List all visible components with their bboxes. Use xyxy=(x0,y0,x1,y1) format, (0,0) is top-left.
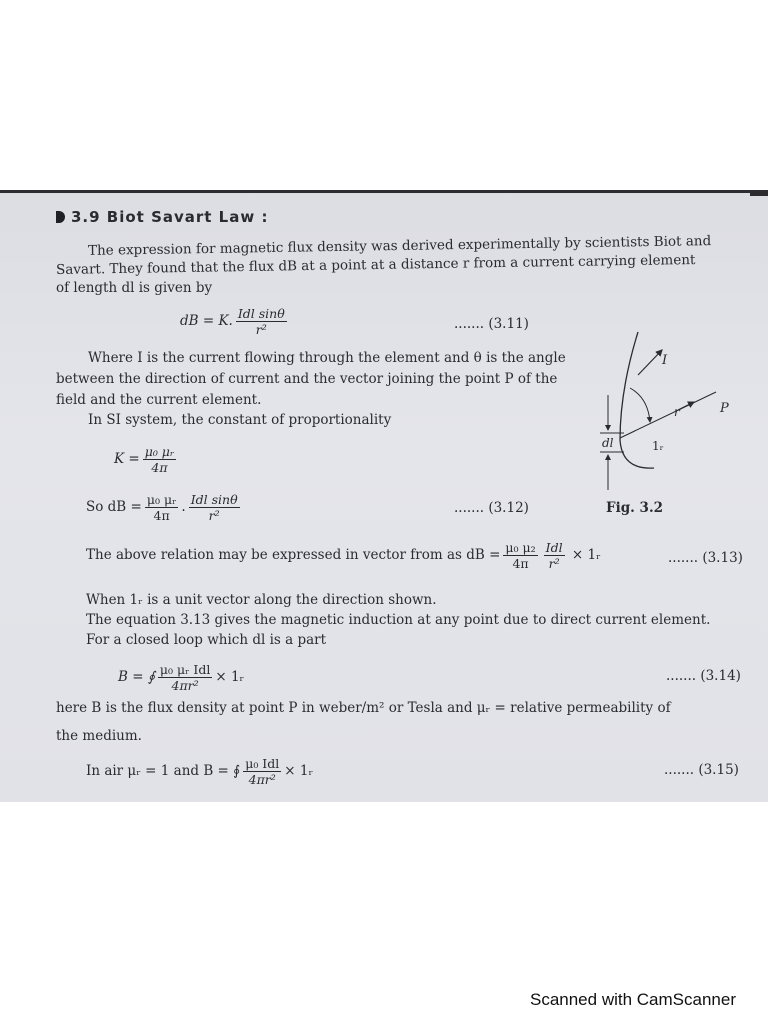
eq-k-den: 4π xyxy=(151,460,168,475)
equation-3-11 xyxy=(180,306,290,337)
intro-line-1: The expression for magnetic flux density was derived experimentally by scientists Biot and xyxy=(87,233,712,259)
eq-3-13-num2: Idl xyxy=(545,540,563,555)
eq-3-13-den1: 4π xyxy=(512,556,529,571)
radius-vector xyxy=(620,392,716,438)
eq-3-12-num2: Idl sinθ xyxy=(190,492,238,507)
eq-3-11-den: r² xyxy=(255,322,267,337)
intro-line-2: Savart. They found that the flux dB at a point at a distance r from a current carrying element xyxy=(55,251,696,279)
eq-3-12-den1: 4π xyxy=(153,508,170,523)
eq-3-15-tail: × 1ᵣ xyxy=(284,763,314,779)
eq-3-12-fraction-1 xyxy=(145,492,179,523)
eq-3-15-num: μ₀ Idl xyxy=(245,756,280,771)
eq-3-15-lhs: In air μᵣ = 1 and B = ∮ xyxy=(86,763,241,779)
here-line-1: here B is the flux density at point P in weber/m² or Tesla and μᵣ = relative permeability of xyxy=(56,700,671,716)
eq-3-12-num1: μ₀ μᵣ xyxy=(146,492,177,507)
bullet-icon xyxy=(56,211,65,223)
eq-3-12-den2: r² xyxy=(208,508,220,523)
eq-3-14-num: μ₀ μᵣ Idl xyxy=(159,662,211,677)
eq-3-13-fraction-1 xyxy=(503,540,537,571)
eq-3-11-number: ....... (3.11) xyxy=(454,316,529,332)
eq-3-15-fraction xyxy=(243,756,281,787)
fig-label-dl: dl xyxy=(602,436,614,450)
eq-3-13-number: ....... (3.13) xyxy=(668,550,743,566)
equation-3-14 xyxy=(118,662,244,693)
current-arrow xyxy=(638,350,662,375)
current-wire xyxy=(620,332,638,440)
section-heading xyxy=(56,208,268,226)
vector-equation-3-13 xyxy=(86,540,601,571)
eq-3-14-den: 4πr² xyxy=(171,678,199,693)
where-line-3: field and the current element. xyxy=(56,392,262,408)
eq-3-14-fraction xyxy=(158,662,212,693)
after-line-1: When 1ᵣ is a unit vector along the direction shown. xyxy=(86,592,437,608)
fig-label-r: r xyxy=(674,405,680,419)
wire-curve xyxy=(620,440,654,468)
eq-3-13-num1: μ₀ μ₂ xyxy=(505,540,536,555)
fig-label-i: I xyxy=(662,353,668,368)
equation-k xyxy=(114,444,179,475)
section-heading-text: 3.9 Biot Savart Law : xyxy=(71,208,269,226)
eq-3-14-number: ....... (3.14) xyxy=(666,668,741,684)
page-top-edge xyxy=(0,190,768,193)
unit-vector-arrow xyxy=(678,402,694,410)
eq-3-12-number: ....... (3.12) xyxy=(454,500,529,516)
eq-3-13-tail: × 1ᵣ xyxy=(571,547,601,563)
eq-3-12-fraction-2 xyxy=(189,492,240,523)
vector-line-text: The above relation may be expressed in vector from as dB = xyxy=(86,547,501,563)
eq-3-12-lhs: So dB = xyxy=(86,499,142,515)
eq-3-12-dot: . xyxy=(181,499,186,515)
eq-3-13-fraction-2 xyxy=(544,540,565,571)
eq-k-fraction xyxy=(143,444,177,475)
angle-arc xyxy=(630,388,650,422)
camscanner-watermark: Scanned with CamScanner xyxy=(529,990,736,1009)
eq-k-num: μ₀ μᵣ xyxy=(144,444,175,459)
equation-3-12 xyxy=(86,492,243,523)
eq-3-15-den: 4πr² xyxy=(248,772,276,787)
figure-caption: Fig. 3.2 xyxy=(606,500,664,516)
eq-3-11-fraction xyxy=(236,306,287,337)
figure-3-2 xyxy=(590,330,740,495)
fig-label-unit-vector: 1ᵣ xyxy=(652,439,664,453)
eq-3-14-tail: × 1ᵣ xyxy=(215,669,245,685)
page-corner-shadow xyxy=(750,190,768,196)
equation-3-15 xyxy=(86,756,313,787)
eq-3-15-number: ....... (3.15) xyxy=(664,762,739,778)
where-line-1: Where I is the current flowing through the element and θ is the angle xyxy=(88,350,566,366)
top-background xyxy=(0,0,768,190)
after-line-3: For a closed loop which dl is a part xyxy=(86,632,327,648)
where-line-2: between the direction of current and the vector joining the point P of the xyxy=(56,371,558,387)
after-line-2: The equation 3.13 gives the magnetic induction at any point due to direct current element. xyxy=(86,612,711,628)
intro-line-3: of length dl is given by xyxy=(56,280,213,296)
fig-label-p: P xyxy=(720,401,729,416)
eq-3-11-lhs: dB = K. xyxy=(180,313,233,329)
eq-3-13-den2: r² xyxy=(548,556,560,571)
eq-3-14-lhs: B = ∮ xyxy=(118,669,155,685)
where-line-4: In SI system, the constant of proportionality xyxy=(88,412,392,428)
eq-k-lhs: K = xyxy=(114,451,140,467)
eq-3-11-num: Idl sinθ xyxy=(237,306,285,321)
here-line-2: the medium. xyxy=(56,728,142,744)
